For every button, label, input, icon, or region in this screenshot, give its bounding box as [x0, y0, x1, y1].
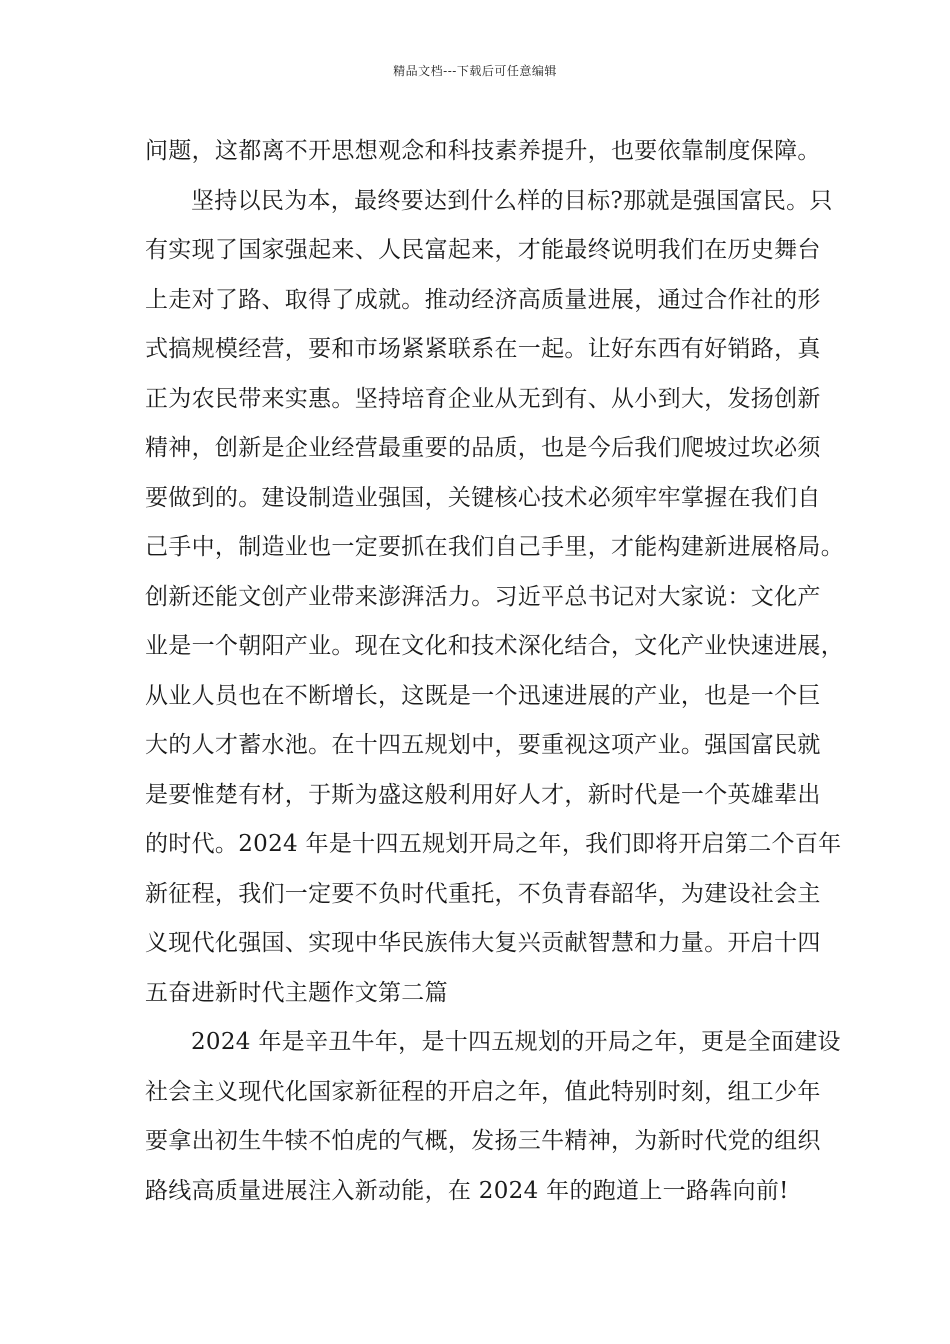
- text-line: 义现代化强国、实现中华民族伟大复兴贡献智慧和力量。开启十四: [145, 930, 821, 956]
- page-header: 精品文档---下载后可任意编辑: [393, 64, 557, 78]
- text-line: 创新还能文创产业带来澎湃活力。习近平总书记对大家说：文化产: [145, 583, 821, 610]
- text-line: 是要惟楚有材，于斯为盛这般利用好人才，新时代是一个英雄辈出: [145, 781, 821, 808]
- text-line: 有实现了国家强起来、人民富起来，才能最终说明我们在历史舞台: [145, 237, 821, 263]
- text-line: 式搞规模经营，要和市场紧紧联系在一起。让好东西有好销路，真: [145, 336, 821, 362]
- text-line: 社会主义现代化国家新征程的开启之年，值此特别时刻，组工少年: [145, 1078, 821, 1105]
- text-line: 路线高质量进展注入新动能，在 2024 年的跑道上一路犇向前!: [145, 1177, 789, 1204]
- text-line: 要做到的。建设制造业强国，关键核心技术必须牢牢掌握在我们自: [145, 484, 821, 511]
- text-line: 问题，这都离不开思想观念和科技素养提升，也要依靠制度保障。: [145, 138, 821, 164]
- text-line: 从业人员也在不断增长，这既是一个迅速进展的产业，也是一个巨: [145, 682, 821, 709]
- text-line: 上走对了路、取得了成就。推动经济高质量进展，通过合作社的形: [145, 286, 821, 313]
- text-line: 己手中，制造业也一定要抓在我们自己手里，才能构建新进展格局。: [145, 534, 844, 560]
- text-line: 正为农民带来实惠。坚持培育企业从无到有、从小到大，发扬创新: [145, 385, 821, 412]
- text-line: 2024 年是辛丑牛年，是十四五规划的开局之年，更是全面建设: [191, 1029, 841, 1055]
- text-line: 新征程，我们一定要不负时代重托，不负青春韶华，为建设社会主: [145, 880, 821, 907]
- document-body: [145, 127, 844, 1216]
- text-line: 五奋进新时代主题作文第二篇: [145, 979, 448, 1006]
- text-line: 大的人才蓄水池。在十四五规划中，要重视这项产业。强国富民就: [145, 732, 821, 758]
- text-line: 精神，创新是企业经营最重要的品质，也是今后我们爬坡过坎必须: [145, 435, 821, 461]
- text-line: 的时代。2024 年是十四五规划开局之年，我们即将开启第二个百年: [145, 831, 842, 857]
- text-line: 坚持以民为本，最终要达到什么样的目标?那就是强国富民。只: [191, 187, 833, 214]
- text-line: 要拿出初生牛犊不怕虎的气概，发扬三牛精神，为新时代党的组织: [145, 1128, 821, 1154]
- text-line: 业是一个朝阳产业。现在文化和技术深化结合，文化产业快速进展，: [145, 633, 844, 659]
